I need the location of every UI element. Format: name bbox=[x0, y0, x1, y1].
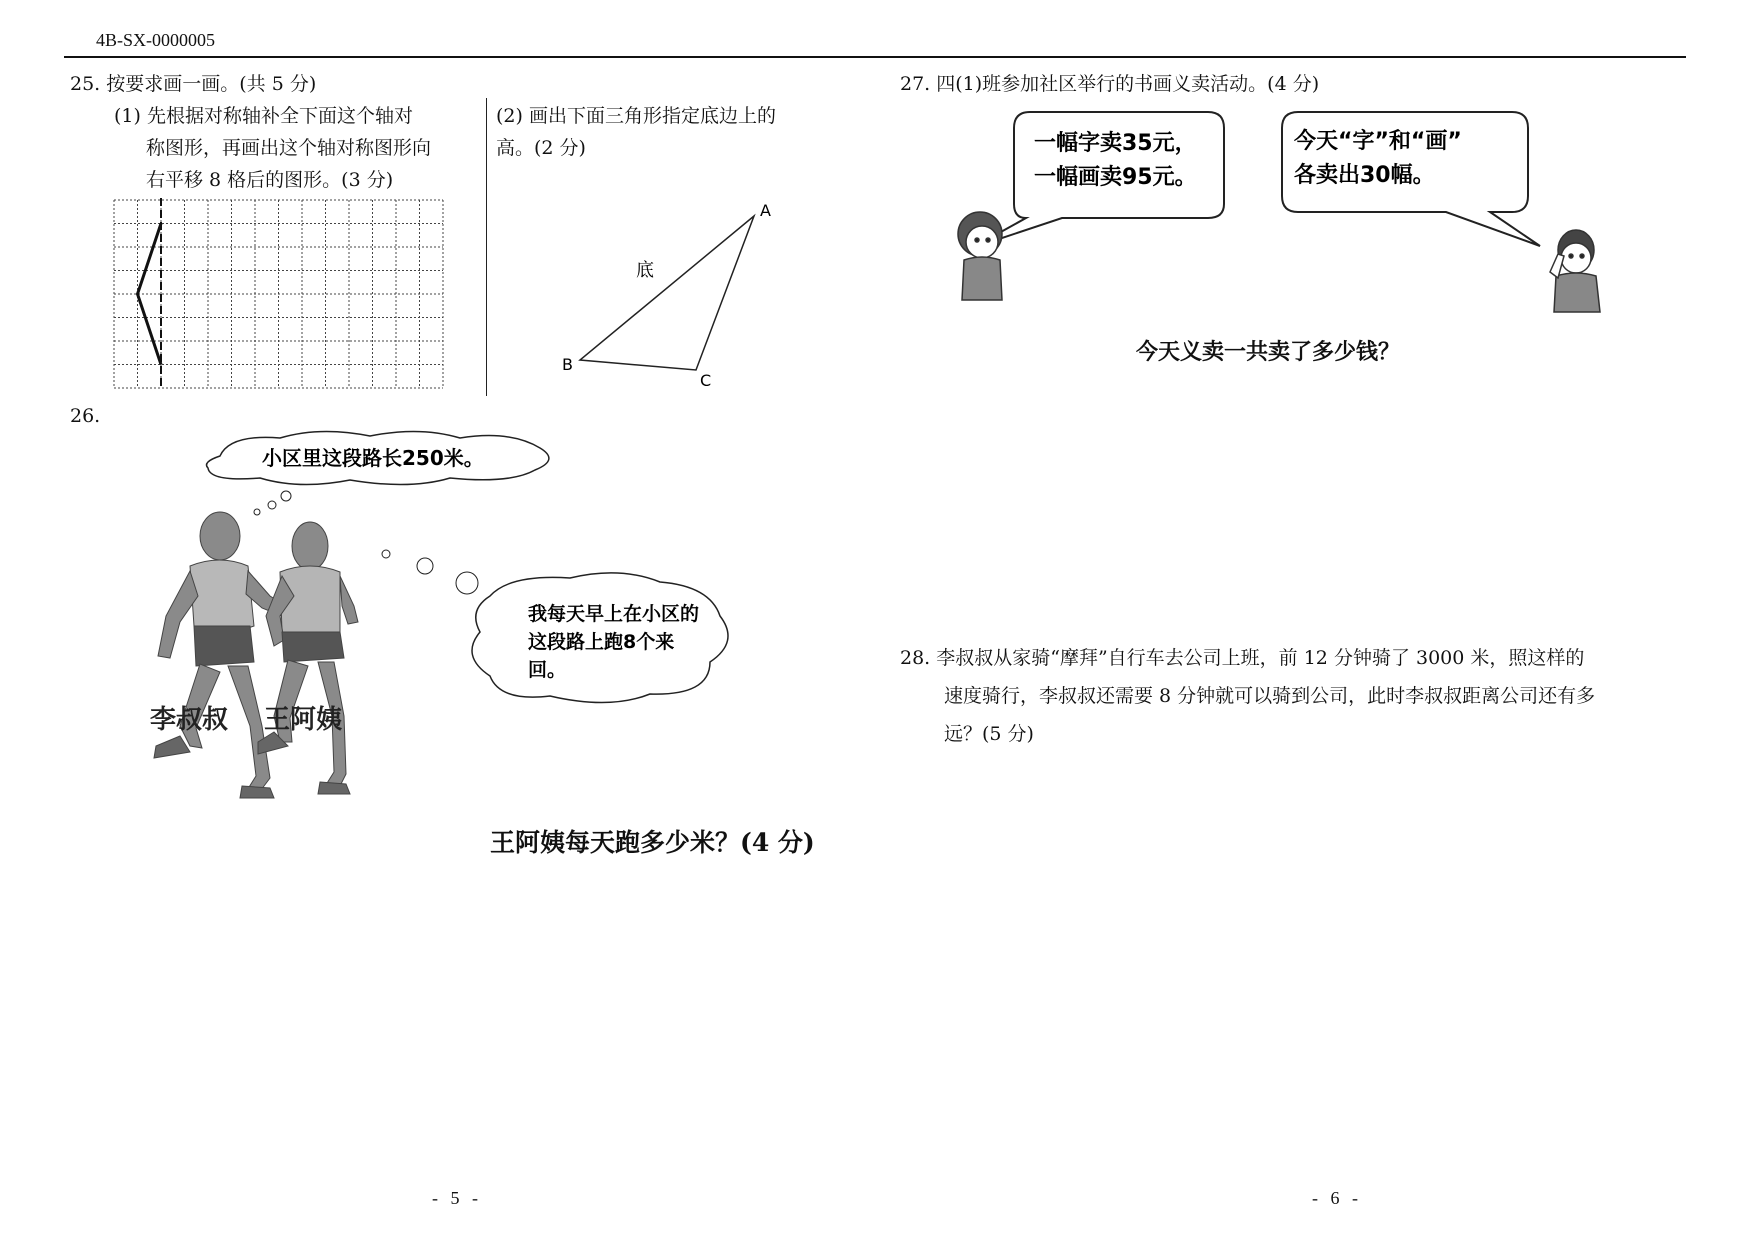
q25-part2-line1: (2) 画出下面三角形指定底边上的 bbox=[496, 105, 776, 127]
q25-column-divider bbox=[486, 98, 487, 396]
q25-part2-line2: 高。(2 分) bbox=[496, 137, 586, 159]
q28-line1: 28. 李叔叔从家骑“摩拜”自行车去公司上班，前 12 分钟骑了 3000 米，照这样的 bbox=[900, 647, 1585, 669]
boy-figure bbox=[1550, 230, 1600, 312]
q26-question: 王阿姨每天跑多少米？(4 分) bbox=[490, 828, 815, 857]
q27-question: 今天义卖一共卖了多少钱？ bbox=[1136, 339, 1401, 365]
half-figure bbox=[138, 224, 162, 365]
q27-title: 27. 四(1)班参加社区举行的书画义卖活动。(4 分) bbox=[900, 73, 1320, 95]
vertex-b-label: B bbox=[562, 355, 573, 374]
q27-illustration bbox=[950, 104, 1630, 324]
header-rule bbox=[64, 56, 1686, 58]
q26-number: 26. bbox=[70, 405, 101, 427]
q25-part1-line3: 右平移 8 格后的图形。(3 分) bbox=[146, 169, 394, 191]
q25-triangle-figure[interactable] bbox=[552, 196, 788, 392]
bubble-run-line2: 这段路上跑8个来 bbox=[528, 631, 675, 653]
q25-title: 25. 按要求画一画。(共 5 分) bbox=[70, 73, 317, 95]
bubble-price-line2: 一幅画卖95元。 bbox=[1034, 165, 1197, 190]
q28-line2: 速度骑行，李叔叔还需要 8 分钟就可以骑到公司，此时李叔叔距离公司还有多 bbox=[944, 685, 1596, 707]
q25-part1-line2: 称图形，再画出这个轴对称图形向 bbox=[146, 137, 432, 159]
page-number-right: - 6 - bbox=[1312, 1188, 1362, 1208]
q28-line3: 远？(5 分) bbox=[944, 723, 1034, 745]
bubble-run-line1: 我每天早上在小区的 bbox=[528, 603, 700, 625]
q26-illustration bbox=[150, 426, 870, 836]
bubble-sold-line2: 各卖出30幅。 bbox=[1294, 163, 1435, 188]
runner-woman bbox=[258, 522, 358, 794]
q25-part1-line1: (1) 先根据对称轴补全下面这个轴对 bbox=[114, 105, 413, 127]
name-aunt-wang: 王阿姨 bbox=[264, 705, 343, 735]
q25-dotted-grid[interactable] bbox=[112, 198, 448, 392]
name-uncle-li: 李叔叔 bbox=[150, 705, 229, 735]
runner-man bbox=[154, 512, 286, 798]
document-code: 4B-SX-0000005 bbox=[96, 30, 216, 50]
base-label: 底 bbox=[636, 260, 654, 281]
bubble-sold-line1: 今天“字”和“画” bbox=[1294, 129, 1462, 154]
girl-figure bbox=[958, 212, 1002, 300]
bubble-run-line3: 回。 bbox=[528, 659, 567, 681]
vertex-c-label: C bbox=[700, 371, 712, 390]
page-number-left: - 5 - bbox=[432, 1188, 482, 1208]
vertex-a-label: A bbox=[760, 201, 771, 220]
bubble-road-length: 小区里这段路长250米。 bbox=[262, 446, 484, 470]
bubble-price-line1: 一幅字卖35元， bbox=[1034, 131, 1197, 156]
